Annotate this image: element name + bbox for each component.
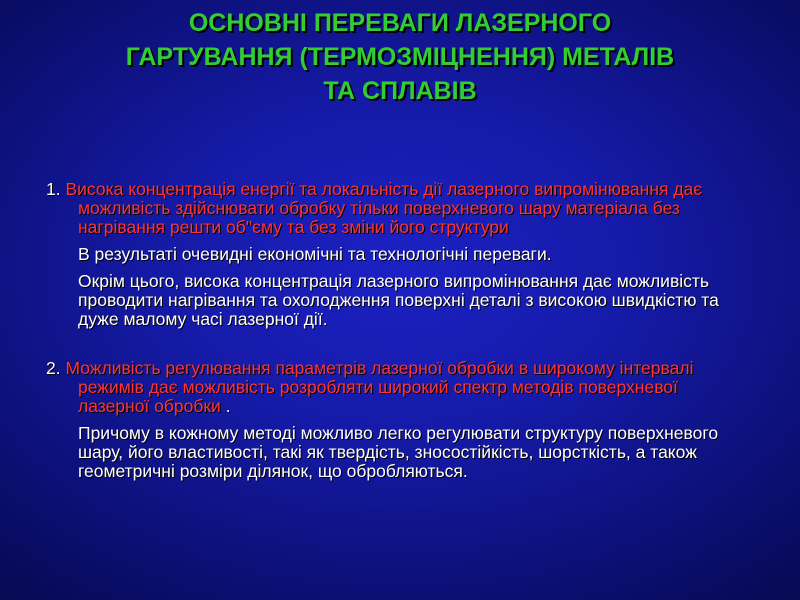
slide-title: [40, 6, 760, 108]
slide-body: [46, 180, 746, 481]
title-line-3: ТА СПЛАВІВ: [323, 77, 477, 105]
point-1-heading-text: Висока концентрація енергії та локальність дії лазерного випромінювання дає можливість здійснювати обробку тільки поверхневого шару матеріала без нагрівання решти об"єму та без зміни його структури: [65, 179, 703, 237]
point-2-heading-end: .: [225, 396, 231, 416]
title-line-2: ГАРТУВАННЯ (ТЕРМОЗМІЦНЕННЯ) МЕТАЛІВ: [125, 43, 675, 71]
point-1-heading: [46, 180, 746, 237]
point-1-sub-1-text: В результаті очевидні економічні та технологічні переваги.: [78, 244, 552, 264]
point-1-sub-2: [46, 272, 746, 329]
point-2-heading-text: Можливість регулювання параметрів лазерної обробки в широкому інтервалі режимів дає можливість розробляти широкий спектр методів поверхневої лазерної обробки: [65, 358, 694, 416]
point-2-sub-1: [46, 424, 746, 481]
point-1-number: 1.: [46, 179, 61, 199]
title-line-1: ОСНОВНІ ПЕРЕВАГИ ЛАЗЕРНОГО: [188, 9, 612, 37]
point-2-heading: [46, 359, 746, 416]
point-2-number: 2.: [46, 358, 61, 378]
point-1-sub-2-text: Окрім цього, висока концентрація лазерного випромінювання дає можливість проводити нагрівання та охолодження поверхні деталі з високою швидкістю та дуже малому часі лазерної дії.: [78, 271, 719, 329]
point-2-sub-1-text: Причому в кожному методі можливо легко регулювати структуру поверхневого шару, його властивості, такі як твердість, зносостійкість, шорсткість, а також геометричні розміри ділянок, що обробляються.: [78, 423, 719, 481]
point-1-sub-1: [46, 245, 746, 264]
